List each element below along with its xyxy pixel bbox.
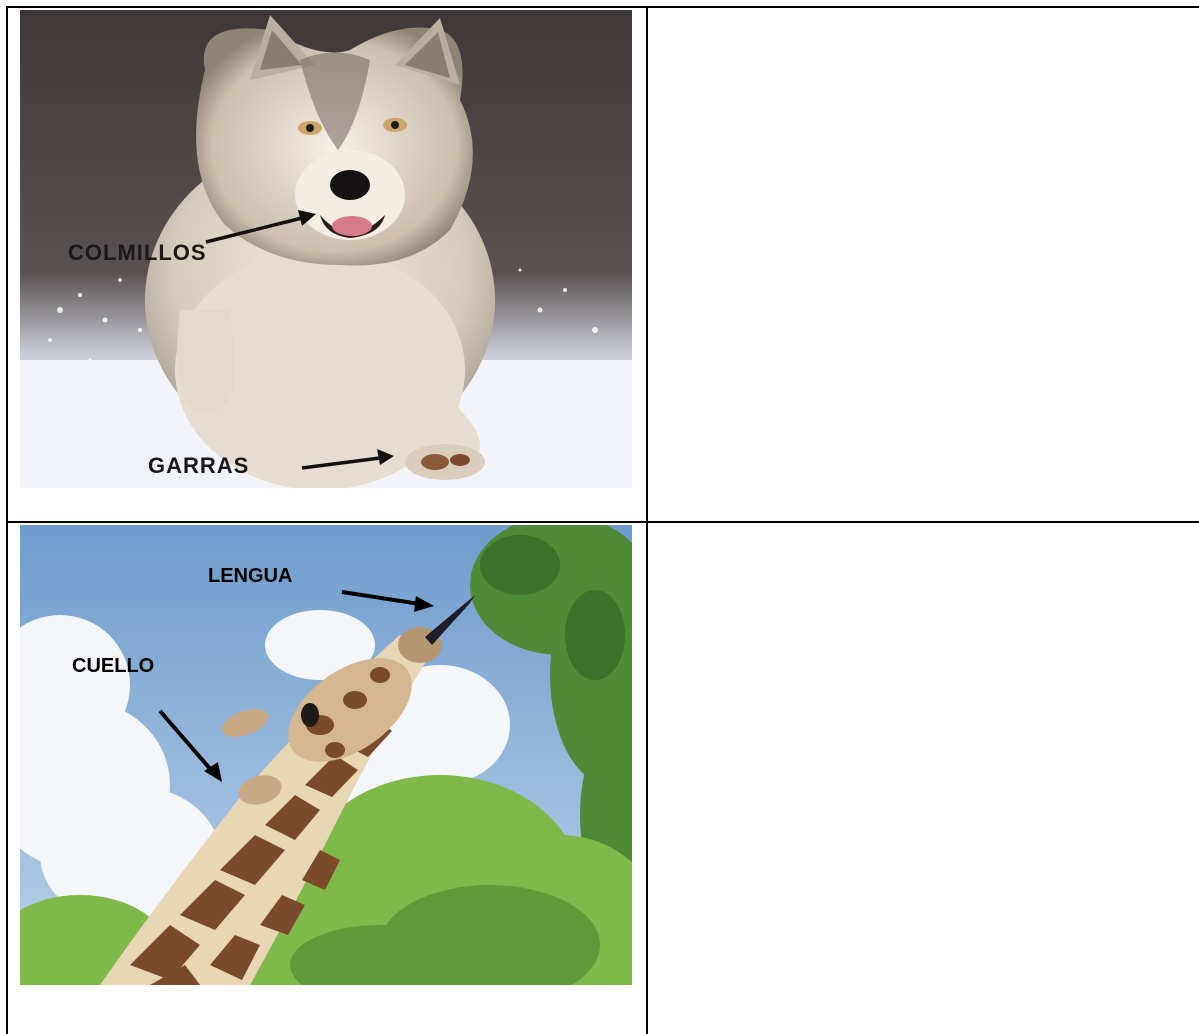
giraffe-photo xyxy=(20,525,632,985)
label-colmillos: COLMILLOS xyxy=(68,240,207,265)
table-border-left xyxy=(6,6,8,1034)
wolf-photo xyxy=(20,10,632,488)
label-lengua: LENGUA xyxy=(208,565,293,587)
label-garras: GARRAS xyxy=(148,453,250,478)
answer-cell-row-1[interactable] xyxy=(648,8,1199,521)
answer-cell-row-2[interactable] xyxy=(648,523,1199,1034)
label-cuello: CUELLO xyxy=(72,655,155,677)
